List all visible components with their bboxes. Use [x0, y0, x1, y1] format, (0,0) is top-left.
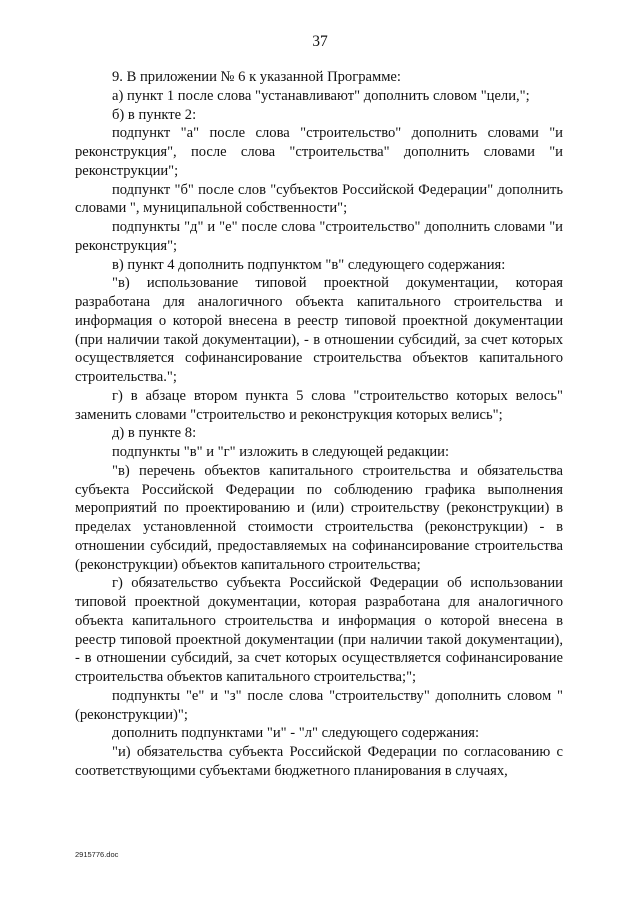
paragraph-11: подпункты "в" и "г" изложить в следующей редакции:: [112, 444, 450, 460]
paragraph-15: дополнить подпунктами "и" - "л" следующего содержания:: [112, 725, 480, 742]
document-body: [75, 68, 563, 781]
paragraph-10: д) в пункте 8:: [112, 425, 197, 442]
paragraph-14: подпункты "е" и "з" после слова "строительству" дополнить словом "(реконструкции)";: [75, 687, 563, 723]
paragraph-2: а) пункт 1 после слова "устанавливают" дополнить словом "цели,";: [112, 87, 530, 104]
paragraph-3: б) в пункте 2:: [112, 106, 197, 123]
paragraph-5: подпункт "б" после слов "субъектов Российской Федерации" дополнить словами ", муниципальной собственности";: [75, 181, 563, 217]
paragraph-16: "и) обязательства субъекта Российской Федерации по согласованию с соответствующими субъектами бюджетного планирования в случаях,: [75, 744, 563, 779]
page-number: 37: [312, 33, 328, 50]
paragraph-6: подпункты "д" и "е" после слова "строительство" дополнить словами "и реконструкция";: [75, 219, 563, 254]
paragraph-4: подпункт "а" после слова "строительство" дополнить словами "и реконструкция", после слова "строительства" дополнить словами "и реконструкции";: [75, 125, 563, 179]
paragraph-9: г) в абзаце втором пункта 5 слова "строительство которых велось" заменить словами "строительство и реконструкция которых велись";: [75, 387, 563, 423]
paragraph-12: "в) перечень объектов капитального строительства и обязательства субъекта Российской Федерации по соблюдению графика выполнения мероприятий по проектированию и (или) строительству (реконструкции) в пределах установленной стоимости строительства (реконструкции) - в отношении субсидий, предоставляемых на софинансирование строительства (реконструкции) объектов капитального строительства;: [75, 462, 563, 573]
paragraph-1: 9. В приложении № 6 к указанной Программе:: [112, 69, 401, 85]
footer-filename: 2915776.doc: [75, 850, 119, 859]
paragraph-7: в) пункт 4 дополнить подпунктом "в" следующего содержания:: [112, 256, 506, 273]
paragraph-8: "в) использование типовой проектной документации, которая разработана для аналогичного объекта капитального строительства и информация о которой внесена в реестр типовой проектной документации (при наличии такой документации), - в отношении субсидий, за счет которых осуществляется софинансирование строительства объектов капитального строительства.";: [75, 275, 563, 385]
paragraph-13: г) обязательство субъекта Российской Федерации об использовании типовой проектной документации, которая разработана для аналогичного объекта капитального строительства и информация о которой внесена в реестр типовой проектной документации (при наличии такой документации), - в отношении субсидий, за счет которых осуществляется софинансирование строительства объектов капитального строительства;";: [75, 575, 563, 685]
